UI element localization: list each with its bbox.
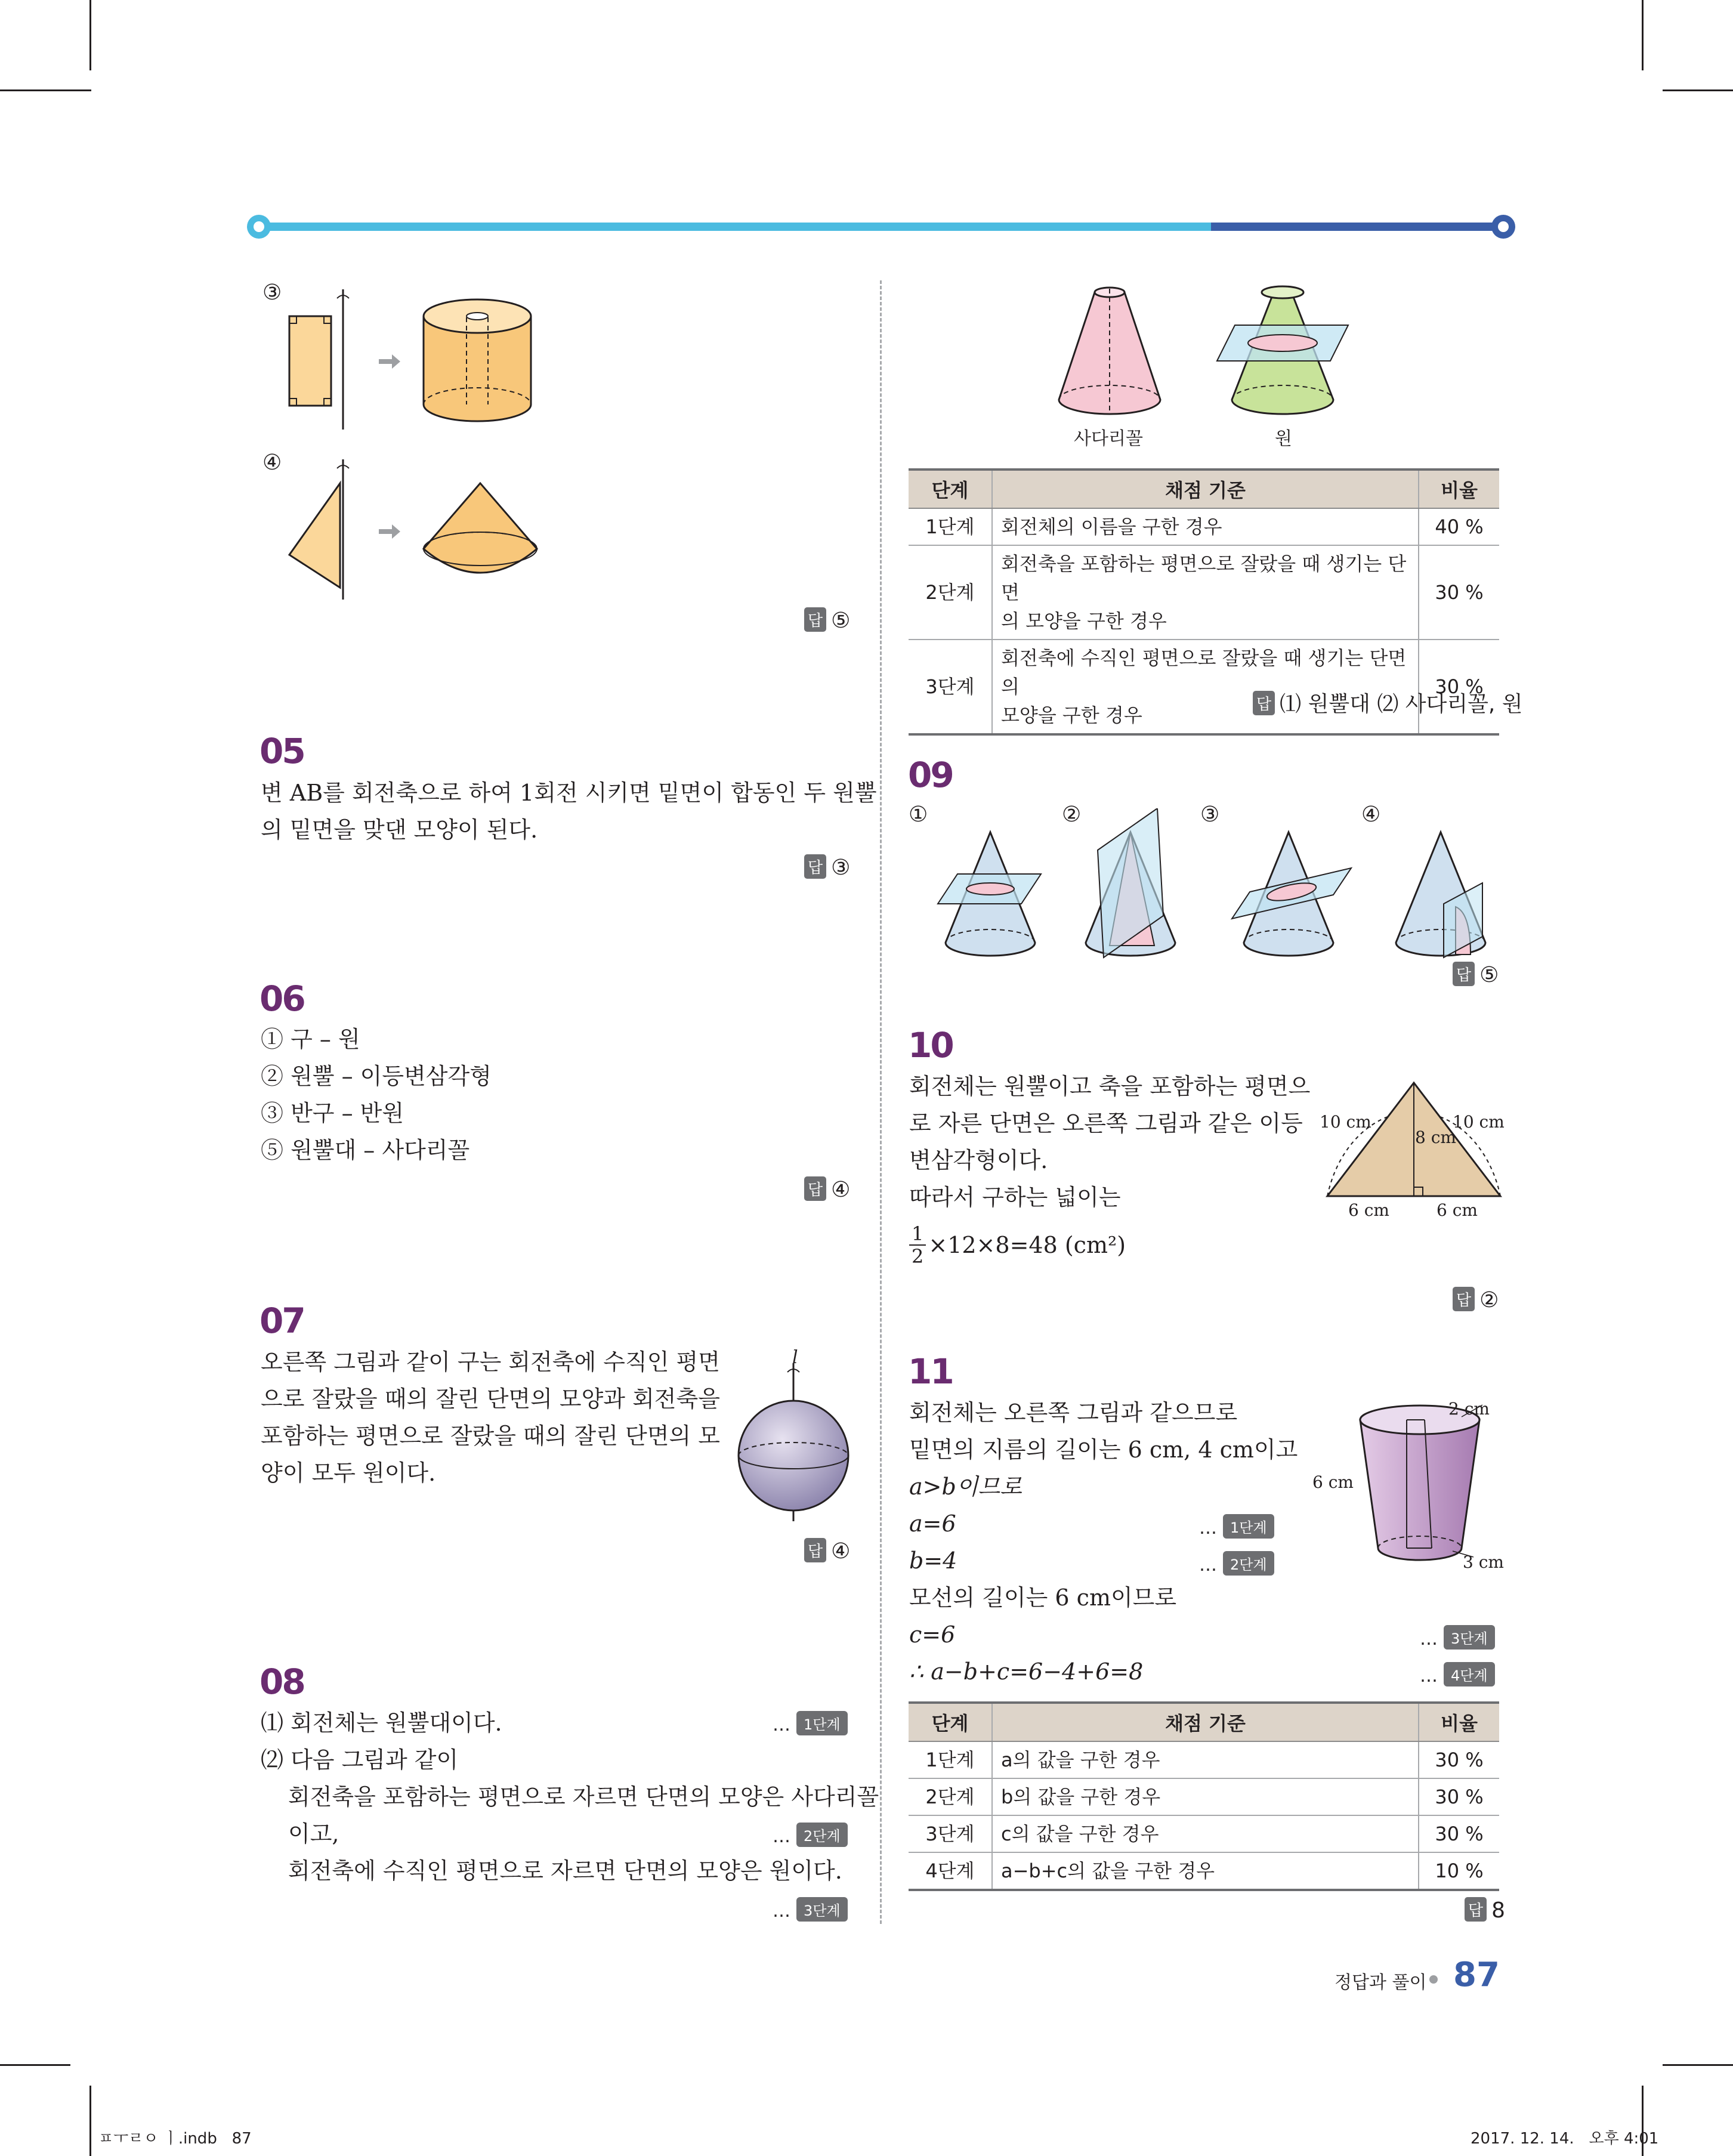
answer-07-value: ④ — [831, 1539, 851, 1564]
q06-item3: ③ 반구 – 반원 — [261, 1100, 404, 1126]
header-bar — [245, 212, 1518, 242]
q08-line3: 회전축을 포함하는 평면으로 자르면 단면의 모양은 사다리꼴 — [288, 1784, 879, 1810]
table-row — [909, 508, 1499, 545]
q11-eq-c: c=6 — [909, 1621, 956, 1648]
page-number: 87 — [1453, 1956, 1500, 1994]
figure-label-4: ④ — [262, 450, 282, 475]
q09-label-3: ③ — [1200, 802, 1220, 827]
answer-09 — [1453, 962, 1499, 987]
table-cell: 30 % — [1419, 1815, 1499, 1852]
step-dots: … — [1199, 1518, 1217, 1539]
question-number-11: 11 — [908, 1351, 953, 1392]
step-pill: 3단계 — [796, 1897, 848, 1922]
table-row — [909, 1778, 1499, 1815]
answer-06-value: ④ — [831, 1178, 851, 1202]
table-header: 단계 — [909, 469, 992, 508]
table-cell: 4단계 — [909, 1852, 992, 1890]
q08-line1: ⑴ 회전체는 원뿔대이다. — [261, 1710, 502, 1736]
figure-label-trapezoid: 사다리꼴 — [1074, 428, 1143, 449]
table-cell-text: 회전축에 수직인 평면으로 잘랐을 때 생기는 단면의 — [1001, 647, 1407, 698]
crop-mark — [89, 0, 91, 70]
q11-label-top-radius: 2 cm — [1448, 1399, 1490, 1419]
answer-09-value: ⑤ — [1479, 963, 1499, 987]
file-slug: ㅍㅜㄹㅇ ㅣ.indb 87 — [98, 2130, 252, 2148]
fraction-numerator: 1 — [909, 1223, 926, 1246]
q08-step3 — [773, 1897, 848, 1922]
table-cell: c의 값을 구한 경우 — [992, 1815, 1419, 1852]
q08-line4: 이고, — [288, 1821, 339, 1847]
q11-line-c: 모선의 길이는 6 cm이므로 — [909, 1584, 1177, 1611]
question-number-08: 08 — [260, 1661, 304, 1702]
q11-label-slant: 6 cm — [1312, 1472, 1354, 1492]
table-cell: 2단계 — [909, 545, 992, 640]
isosceles-triangle-figure — [1318, 1068, 1509, 1211]
answer-badge: 답 — [1253, 691, 1275, 715]
table-cell — [992, 545, 1419, 640]
q08-step2 — [773, 1823, 848, 1847]
q10-line2: 로 자른 단면은 오른쪽 그림과 같은 이등 — [909, 1110, 1303, 1136]
figure-label-3: ③ — [262, 280, 282, 305]
table-header: 채점 기준 — [992, 1703, 1419, 1741]
table-cell: b의 값을 구한 경우 — [992, 1778, 1419, 1815]
question-number-10: 10 — [908, 1025, 953, 1065]
table-cell: 30 % — [1419, 640, 1499, 734]
answer-05 — [804, 854, 850, 880]
q11-eq-b: b=4 — [909, 1547, 957, 1574]
sphere-axis-label: l — [792, 1347, 798, 1368]
answer-badge: 답 — [804, 854, 826, 879]
footer-section-label: 정답과 풀이 — [1334, 1972, 1427, 1993]
q11-step1 — [1199, 1514, 1274, 1539]
crop-mark — [70, 89, 91, 91]
answer-badge: 답 — [804, 607, 826, 632]
figure-label-circle: 원 — [1275, 428, 1292, 449]
table-cell: 3단계 — [909, 640, 992, 734]
step-dots: … — [1420, 1666, 1438, 1687]
table-cell: 1단계 — [909, 508, 992, 545]
column-divider — [880, 280, 882, 1924]
table-row — [909, 545, 1499, 640]
table-cell: a의 값을 구한 경우 — [992, 1741, 1419, 1778]
crop-mark — [1663, 2064, 1733, 2066]
answer-badge: 답 — [804, 1176, 826, 1201]
q11-step3 — [1420, 1625, 1495, 1650]
q11-line2: 밑면의 지름의 길이는 6 cm, 4 cm이고 — [909, 1437, 1298, 1463]
q11-label-bottom-radius: 3 cm — [1463, 1552, 1504, 1572]
table-cell — [992, 508, 1419, 545]
q07-line1: 오른쪽 그림과 같이 구는 회전축에 수직인 평면 — [261, 1349, 720, 1375]
step-pill: 2단계 — [1223, 1551, 1274, 1576]
q06-item4: ⑤ 원뿔대 – 사다리꼴 — [261, 1137, 470, 1163]
triangle-rotation-figure — [274, 450, 549, 606]
q06-item2: ② 원뿔 – 이등변삼각형 — [261, 1063, 492, 1089]
q11-line1: 회전체는 오른쪽 그림과 같으므로 — [909, 1400, 1238, 1426]
answer-top-value: ⑤ — [831, 609, 851, 633]
answer-11-value: 8 — [1491, 1898, 1506, 1923]
answer-10 — [1453, 1287, 1499, 1312]
table-cell: 2단계 — [909, 1778, 992, 1815]
crop-mark — [89, 2086, 91, 2156]
table-cell-text: 회전축을 포함하는 평면으로 잘랐을 때 생기는 단면 — [1001, 552, 1407, 604]
fraction-denominator: 2 — [912, 1245, 924, 1268]
q10-formula — [909, 1223, 1126, 1267]
table-row — [909, 1815, 1499, 1852]
q10-line3: 변삼각형이다. — [909, 1147, 1048, 1173]
rectangle-rotation-figure — [274, 280, 549, 435]
table-cell-text: 모양을 구한 경우 — [1001, 704, 1142, 727]
table-cell: 1단계 — [909, 1741, 992, 1778]
q07-line4: 양이 모두 원이다. — [261, 1460, 436, 1486]
q10-label-right-side: 10 cm — [1453, 1112, 1505, 1132]
crop-mark — [0, 2064, 70, 2066]
q10-label-height: 8 cm — [1415, 1128, 1456, 1147]
table-header: 비율 — [1419, 469, 1499, 508]
q08-line2: ⑵ 다음 그림과 같이 — [261, 1747, 459, 1773]
table-cell: 40 % — [1419, 508, 1499, 545]
q10-line4: 따라서 구하는 넓이는 — [909, 1184, 1121, 1210]
frustum-sections-figure — [1050, 280, 1360, 418]
table-cell: 3단계 — [909, 1815, 992, 1852]
step-dots: … — [773, 1715, 790, 1735]
answer-06 — [804, 1176, 850, 1202]
table-row — [909, 1852, 1499, 1890]
q09-label-4: ④ — [1361, 802, 1381, 827]
table-header: 단계 — [909, 1703, 992, 1741]
table-cell-text: 회전체의 이름을 구한 경우 — [1001, 515, 1222, 538]
question-number-06: 06 — [260, 978, 304, 1019]
q11-eq-a: a=6 — [909, 1511, 956, 1537]
frustum-figure — [1348, 1399, 1491, 1572]
answer-badge: 답 — [1465, 1897, 1487, 1922]
print-date: 2017. 12. 14. 오후 4:01 — [1471, 2130, 1659, 2148]
table-header: 채점 기준 — [992, 469, 1419, 508]
q05-line2: 의 밑면을 맞댄 모양이 된다. — [261, 817, 538, 843]
q09-label-1: ① — [909, 802, 928, 827]
answer-10-value: ② — [1479, 1288, 1499, 1312]
table-cell: 30 % — [1419, 1741, 1499, 1778]
question-number-07: 07 — [260, 1301, 304, 1341]
table-cell-text: 의 모양을 구한 경우 — [1001, 610, 1167, 632]
question-number-05: 05 — [260, 731, 304, 771]
q05-line1: 변 AB를 회전축으로 하여 1회전 시키면 밑면이 합동인 두 원뿔 — [261, 780, 877, 806]
step-pill: 1단계 — [796, 1711, 848, 1735]
sphere-figure — [734, 1354, 853, 1527]
q11-step4 — [1420, 1662, 1495, 1687]
q11-line3: a>b이므로 — [909, 1474, 1022, 1500]
q08-step1 — [773, 1711, 848, 1735]
crop-mark — [1663, 89, 1733, 91]
step-pill: 1단계 — [1223, 1514, 1274, 1539]
q10-label-left-side: 10 cm — [1320, 1112, 1371, 1132]
step-dots: … — [773, 1901, 790, 1922]
q08-line5: 회전축에 수직인 평면으로 자르면 단면의 모양은 원이다. — [288, 1858, 842, 1884]
q10-label-half-right: 6 cm — [1437, 1200, 1478, 1220]
q07-line3: 포함하는 평면으로 잘랐을 때의 잘린 단면의 모 — [261, 1423, 720, 1449]
answer-08 — [1253, 687, 1523, 718]
q10-label-half-left: 6 cm — [1348, 1200, 1389, 1220]
q09-label-2: ② — [1062, 802, 1082, 827]
question-number-09: 09 — [908, 755, 953, 795]
step-dots: … — [773, 1826, 790, 1847]
q10-line1: 회전체는 원뿔이고 축을 포함하는 평면으 — [909, 1073, 1311, 1099]
answer-badge: 답 — [1453, 1287, 1475, 1311]
answer-11 — [1465, 1897, 1505, 1923]
step-dots: … — [1199, 1555, 1217, 1576]
answer-top — [804, 607, 850, 633]
step-pill: 2단계 — [796, 1823, 848, 1847]
answer-badge: 답 — [1453, 962, 1475, 986]
crop-mark — [1642, 0, 1644, 70]
q11-eq-final: ∴ a−b+c=6−4+6=8 — [909, 1658, 1144, 1685]
table-cell: 30 % — [1419, 545, 1499, 640]
answer-08-value: ⑴ 원뿔대 ⑵ 사다리꼴, 원 — [1280, 692, 1523, 716]
table-cell: 30 % — [1419, 1778, 1499, 1815]
table-cell: 10 % — [1419, 1852, 1499, 1890]
table-header: 비율 — [1419, 1703, 1499, 1741]
cone-sections-figure — [931, 808, 1503, 963]
answer-07 — [804, 1538, 850, 1564]
q11-grading-table — [909, 1701, 1499, 1891]
table-cell: a−b+c의 값을 구한 경우 — [992, 1852, 1419, 1890]
q07-line2: 으로 잘랐을 때의 잘린 단면의 모양과 회전축을 — [261, 1386, 720, 1412]
step-dots: … — [1420, 1629, 1438, 1650]
crop-mark — [0, 89, 70, 91]
q11-step2 — [1199, 1551, 1274, 1576]
step-pill: 4단계 — [1444, 1662, 1495, 1687]
footer-dot — [1429, 1975, 1438, 1984]
table-row — [909, 1741, 1499, 1778]
q06-item1: ① 구 – 원 — [261, 1026, 360, 1052]
step-pill: 3단계 — [1444, 1625, 1495, 1650]
formula-text: ×12×8=48 (cm²) — [928, 1232, 1126, 1258]
answer-05-value: ③ — [831, 855, 851, 880]
answer-badge: 답 — [804, 1538, 826, 1562]
